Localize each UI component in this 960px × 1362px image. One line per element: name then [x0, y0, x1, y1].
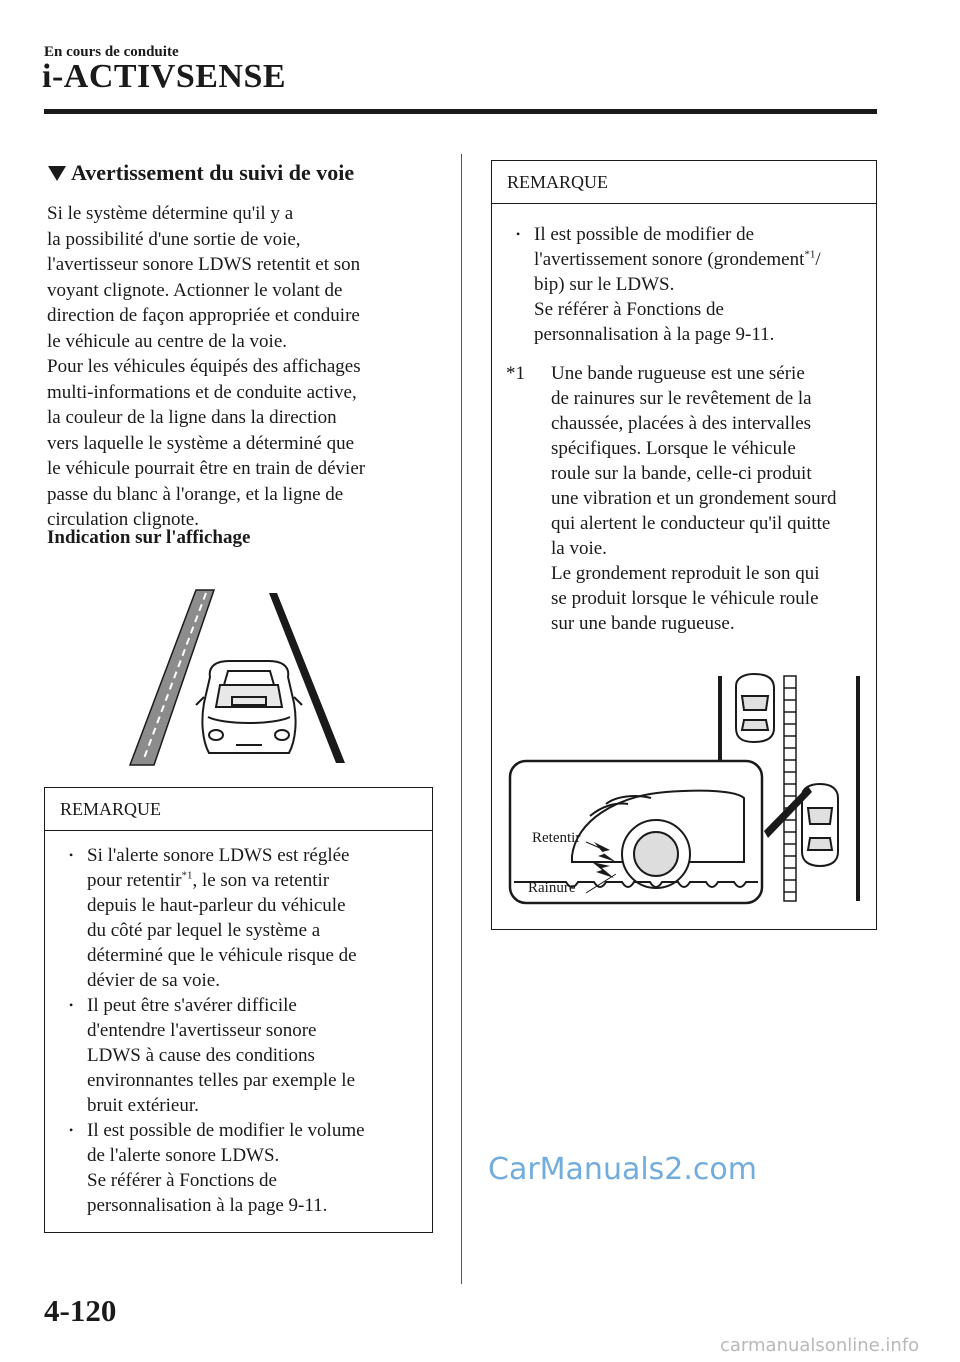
note-line: environnantes telles par exemple le: [87, 1070, 356, 1091]
footnote-line: la voie.: [551, 538, 607, 559]
body-line: voyant clignote. Actionner le volant de: [47, 279, 343, 301]
watermark-logo: CarManuals2.com: [488, 1152, 758, 1187]
sound-label: Retentir: [532, 830, 581, 846]
note-line: LDWS à cause des conditions: [87, 1045, 315, 1066]
note-line: déterminé que le véhicule risque de: [87, 945, 357, 966]
footnote-line: Le grondement reproduit le son qui: [551, 563, 820, 584]
note-line: bip) sur le LDWS.: [534, 274, 675, 295]
note-line: l'avertissement sonore (grondement: [534, 249, 805, 270]
footnote-line: qui alertent le conducteur qu'il quitte: [551, 513, 831, 534]
note-line: dévier de sa voie.: [87, 970, 220, 991]
watermark-corner: carmanualsonline.info: [720, 1335, 920, 1356]
footnote-line: spécifiques. Lorsque le véhicule: [551, 438, 796, 459]
note-item: [492, 222, 876, 347]
rumble-strip-illustration: [506, 666, 866, 911]
body-line: la possibilité d'une sortie de voie,: [47, 228, 301, 250]
header-rule: [44, 109, 877, 114]
note-item: [45, 1118, 432, 1218]
footnote-line: se produit lorsque le véhicule roule: [551, 588, 819, 609]
body-line: le véhicule pourrait être en train de dévier: [47, 458, 366, 479]
footnote-line: de rainures sur le revêtement de la: [551, 388, 812, 409]
section-heading: [48, 160, 354, 186]
footnote-line: sur une bande rugueuse.: [551, 613, 735, 634]
body-line: le véhicule au centre de la voie.: [47, 330, 288, 352]
column-divider: [461, 154, 462, 1284]
page-number: 4-120: [44, 1293, 117, 1328]
body-line: Si le système détermine qu'il y a: [47, 203, 294, 224]
left-lane-line-flashing: [130, 590, 214, 765]
note-line: /: [815, 249, 821, 270]
footnote-line: une vibration et un grondement sourd: [551, 488, 837, 509]
body-line: circulation clignote.: [47, 509, 199, 530]
note-line: du côté par lequel le système a: [87, 920, 321, 941]
note-line: Il est possible de modifier de: [534, 224, 755, 245]
body-line: Pour les véhicules équipés des affichages: [47, 356, 361, 377]
body-line: l'avertisseur sonore LDWS retentit et son: [47, 254, 361, 275]
note-line: Si l'alerte sonore LDWS est réglée: [87, 845, 350, 866]
note-list: [45, 831, 432, 1218]
footnote: [492, 361, 876, 636]
body-line: la couleur de la ligne dans la direction: [47, 407, 337, 428]
note-line: , le son va retentir: [192, 870, 330, 891]
note-line: Il peut être s'avérer difficile: [87, 995, 297, 1016]
display-subheading: Indication sur l'affichage: [47, 527, 251, 548]
body-line: passe du blanc à l'orange, et la ligne de: [47, 483, 344, 505]
note-line: Se référer à Fonctions de: [534, 299, 724, 320]
note-line: personnalisation à la page 9-11.: [534, 324, 775, 345]
note-line: pour retentir: [87, 870, 182, 891]
section-label: En cours de conduite: [44, 44, 179, 60]
body-text: [47, 201, 432, 533]
triangle-bullet-icon: [48, 166, 66, 181]
note-line: depuis le haut-parleur du véhicule: [87, 895, 346, 916]
note-line: de l'alerte sonore LDWS.: [87, 1145, 280, 1166]
note-line: bruit extérieur.: [87, 1095, 199, 1116]
chapter-title: i-ACTIVSENSE: [42, 58, 287, 95]
note-line: personnalisation à la page 9-11.: [87, 1195, 328, 1216]
note-title: REMARQUE: [45, 788, 432, 831]
note-line: Il est possible de modifier le volume: [87, 1120, 365, 1141]
note-item: [45, 993, 432, 1118]
body-line: vers laquelle le système a déterminé que: [47, 432, 355, 454]
section-heading-text: Avertissement du suivi de voie: [71, 160, 355, 185]
groove-label: Rainure: [528, 880, 576, 896]
body-line: multi-informations et de conduite active,: [47, 381, 357, 403]
note-line: Se référer à Fonctions de: [87, 1170, 277, 1191]
note-box-left: [44, 787, 433, 1233]
footnote-line: roule sur la bande, celle-ci produit: [551, 463, 812, 484]
lane-display-illustration: [124, 585, 354, 770]
footnote-mark: *1: [506, 363, 525, 384]
footnote-ref: *1: [181, 869, 193, 882]
footnote-line: Une bande rugueuse est une série: [551, 363, 805, 384]
car-top-view-icon: [736, 674, 774, 742]
footnote-line: chaussée, placées à des intervalles: [551, 413, 812, 434]
note-box-right: [491, 160, 877, 930]
note-list: [492, 204, 876, 347]
note-title: REMARQUE: [492, 161, 876, 204]
body-line: direction de façon appropriée et conduire: [47, 305, 360, 326]
footnote-ref: *1: [804, 248, 816, 261]
note-item: [45, 843, 432, 993]
vehicle-rear-icon: [196, 661, 302, 753]
note-line: d'entendre l'avertisseur sonore: [87, 1020, 317, 1041]
